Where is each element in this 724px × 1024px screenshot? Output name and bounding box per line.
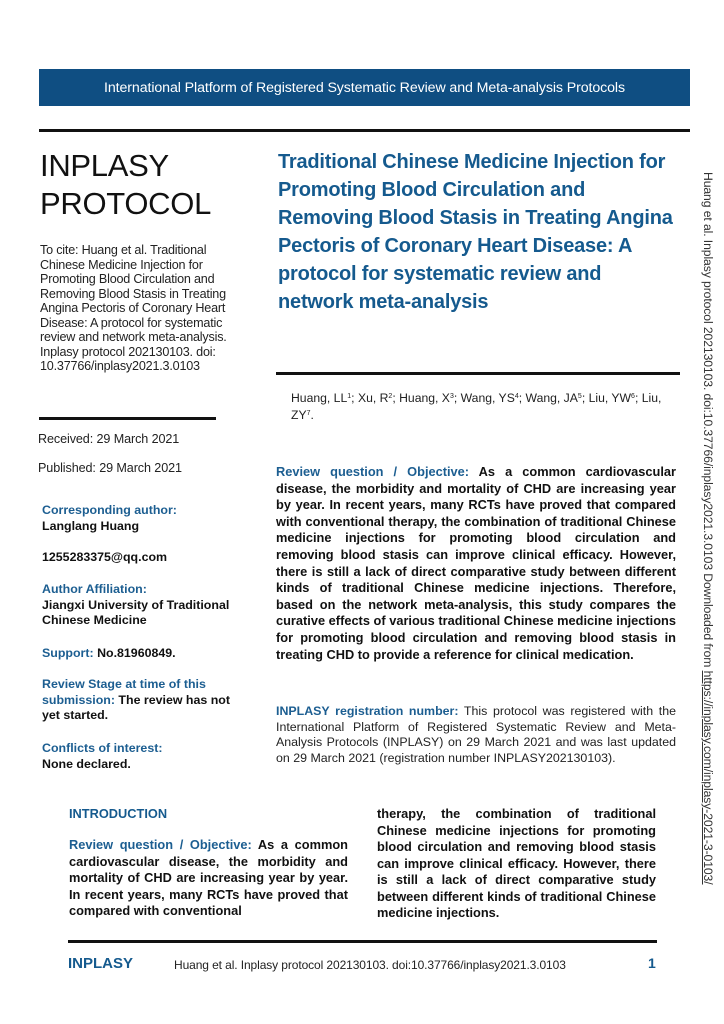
author: Xu, R — [357, 391, 389, 405]
intro-label: Review question / Objective: — [69, 837, 252, 852]
author-affiliation-sup: 2 — [388, 393, 393, 400]
author-affiliation — [42, 582, 262, 629]
author-affiliation-sup: 5 — [577, 393, 582, 400]
corresponding-author — [42, 503, 262, 534]
review-stage-value: The review has not yet started. — [42, 692, 230, 722]
author: Liu, YW — [588, 391, 632, 405]
download-link[interactable]: https://inplasy.com/inplasy-2021-3-0103/ — [701, 670, 715, 885]
banner-text: International Platform of Registered Systematic Review and Meta-analysis Protocols — [104, 79, 625, 96]
support — [42, 646, 262, 662]
published-date: Published: 29 March 2021 — [38, 461, 182, 475]
author: Liu, ZY — [291, 391, 662, 422]
brand-line-2: PROTOCOL — [40, 186, 212, 221]
introduction-heading: INTRODUCTION — [69, 806, 168, 821]
affiliation-label: Author Affiliation: — [42, 582, 147, 596]
author-affiliation-sup: 4 — [514, 393, 519, 400]
brand-title — [40, 147, 260, 223]
citation: To cite: Huang et al. Traditional Chinese Medicine Injection for Promoting Blood Circulation and Removing Blood Stasis in Treating Angina Pectoris of Coronary Heart Disease: A protocol for systematic review and network meta-analysis. Inplasy protocol 202130103. doi: 10.37766/inplasy2021.3.0103 — [40, 243, 227, 373]
abstract — [276, 464, 676, 663]
affiliation-value: Jiangxi University of Traditional Chinese Medicine — [42, 597, 230, 627]
conflicts-of-interest — [42, 741, 262, 772]
author-affiliation-sup: 1 — [347, 393, 352, 400]
footer-citation: Huang et al. Inplasy protocol 202130103. doi:10.37766/inplasy2021.3.0103 — [174, 958, 566, 972]
author-affiliation-sup: 3 — [449, 393, 454, 400]
header-banner — [39, 69, 690, 106]
author: Wang, JA — [525, 391, 578, 405]
brand-line-1: INPLASY — [40, 148, 169, 183]
review-stage — [42, 677, 232, 724]
support-value: No.81960849. — [93, 646, 176, 660]
margin-download-note — [701, 172, 715, 885]
article-title: Traditional Chinese Medicine Injection for Promoting Blood Circulation and Removing Blood Stasis in Treating Angina Pectoris of Coronary Heart Disease: A protocol for systematic review and network meta-analysis — [278, 151, 673, 313]
abstract-text: As a common cardiovascular disease, the morbidity and mortality of CHD are increasing year by year. In recent years, many RCTs have proved that compared with conventional therapy, the combination of traditional Chinese medicine injections for promoting blood circulation and removing blood stasis can improve clinical efficacy. However, there is still a lack of direct comparative study between different kinds of traditional Chinese medicine injections. Therefore, based on the network meta-analysis, this study compares the curative effects of various traditional Chinese medicine injections for promoting blood circulation and removing blood stasis in treating CHD to provide a reference for clinical medication. — [276, 464, 677, 662]
author-list: Huang, $LL^1$; Xu, $R^2$; Huang, $X^3$; Wang, $YS^4$; Wang, $JA^5$; Liu, $YW^6$; Liu, $ZY^7$. — [291, 391, 662, 422]
introduction-column-left — [69, 837, 348, 920]
author-affiliation-sup: 6 — [631, 393, 635, 400]
footer-rule — [68, 940, 657, 943]
corresponding-author-name: Langlang Huang — [42, 518, 140, 533]
introduction-column-right: therapy, the combination of traditional Chinese medicine injections for promoting blood circulation and removing blood stasis can improve clinical efficacy. However, there is still a lack of direct comparative study between different kinds of traditional Chinese medicine injections. — [377, 806, 656, 920]
author: Huang, X — [399, 391, 450, 405]
received-date: Received: 29 March 2021 — [38, 432, 180, 446]
author-email[interactable]: 1255283375@qq.com — [42, 550, 168, 564]
conflicts-label: Conflicts of interest: — [42, 741, 163, 755]
registration-info — [276, 704, 676, 766]
author: Huang, LL — [291, 391, 348, 405]
intro-text-left: As a common cardiovascular disease, the morbidity and mortality of CHD are increasing year by year. In recent years, many RCTs have proved that compared with conventional — [69, 837, 348, 918]
title-rule — [276, 372, 680, 375]
author: Wang, YS — [460, 391, 515, 405]
support-label: Support: — [42, 646, 94, 660]
author-affiliation-sup: 7 — [306, 410, 311, 417]
sidebar-rule — [39, 417, 216, 420]
abstract-label: Review question / Objective: — [276, 464, 470, 479]
conflicts-value: None declared. — [42, 756, 131, 771]
registration-text: This protocol was registered with the International Platform of Registered Systematic Review and Meta-Analysis Protocols (INPLASY) on 29 March 2021 and was last updated on 29 March 2021 (registration number INPLASY202130103). — [276, 704, 676, 765]
page-number: 1 — [648, 955, 656, 971]
margin-note-text: Huang et al. Inplasy protocol 202130103. doi:10.37766/inplasy2021.3.0103 Downloaded from — [701, 172, 715, 671]
registration-label: INPLASY registration number: — [276, 704, 459, 718]
corresponding-author-label: Corresponding author: — [42, 503, 177, 517]
review-stage-label: Review Stage at time of this submission: — [42, 677, 206, 707]
footer-brand: INPLASY — [68, 955, 134, 972]
header-rule — [39, 129, 690, 132]
